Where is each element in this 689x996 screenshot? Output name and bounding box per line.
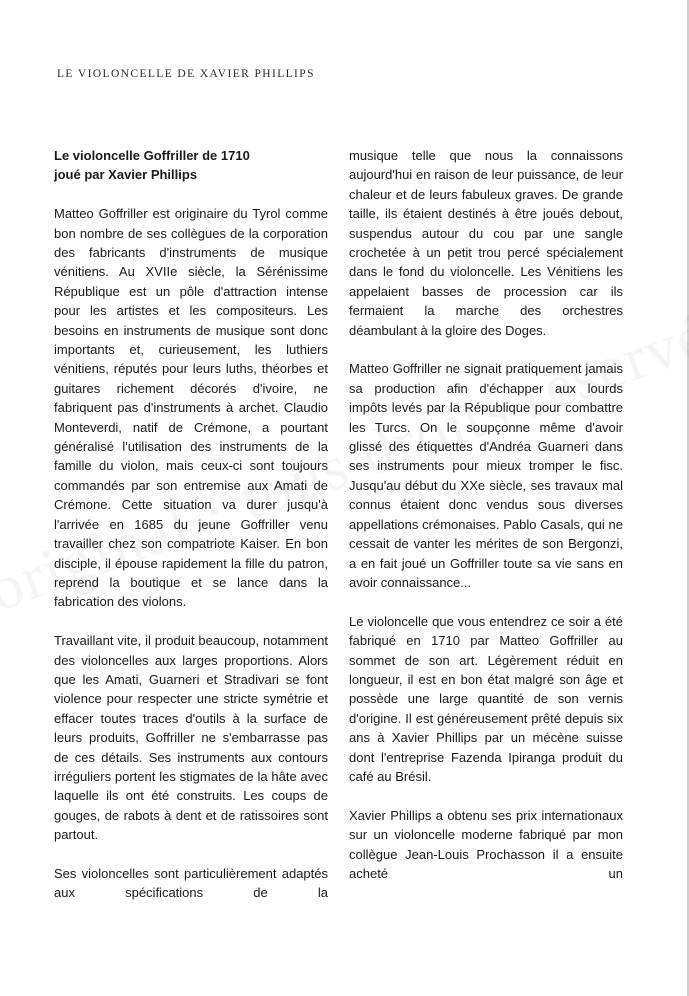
right-column <box>349 146 623 903</box>
paragraph-workmanship: Travaillant vite, il produit beaucoup, notamment des violoncelles aux larges proportions. Alors que les Amati, Guarneri et Stradivari se font violence pour respecter une stricte symétrie et effacer toutes traces d'outils à la surface de leurs produits, Goffriller ne s'embarrasse pas de ces détails. Ses instruments aux contours irréguliers portent les stigmates de la hâte avec laquelle ils ont été construits. Les coups de gouges, de rabots à dent et de ratissoires sont partout. <box>54 633 328 843</box>
paragraph-signatures: Matteo Goffriller ne signait pratiquement jamais sa production afin d'échapper aux lourds impôts levés par la République pour combattre les Turcs. On le soupçonne même d'avoir glissé des étiquettes d'Andréa Guarneri dans ses instruments pour mieux tromper le fisc. Jusqu'au début du XXe siècle, ses travaux mal connus étaient donc vendus sous diverses appellations crémonaises. Pablo Casals, qui ne cessait de vanter les mérites de son Bergonzi, a en fait joué un Goffriller toute sa vie sans en avoir connaissance... <box>349 361 623 590</box>
paragraph-prizes: Xavier Phillips a obtenu ses prix internationaux sur un violoncelle moderne fabriqué par mon collègue Jean-Louis Prochasson il a ensuite acheté un <box>349 807 623 881</box>
paragraph-cellos-start: Ses violoncelles sont particulièrement adaptés aux spécifications de la <box>54 865 328 901</box>
heading-line-1: Le violoncelle Goffriller de 1710 <box>54 148 250 163</box>
paragraph-instrument: Le violoncelle que vous entendrez ce soir a été fabriqué en 1710 par Matteo Goffriller au sommet de son art. Légèrement réduit en longueur, il est en bon état malgré son âge et possède une large quantité de son vernis d'origine. Il est généreusement prêté depuis six ans à Xavier Phillips par un mécène suisse dont l'entreprise Fazenda Ipiranga produit du café au Brésil. <box>349 613 623 784</box>
left-column <box>54 146 328 922</box>
article-heading <box>54 146 328 185</box>
paragraph-origins: Matteo Goffriller est originaire du Tyrol comme bon nombre de ses collègues de la corporation des fabricants d'instruments de musique vénitiens. Au XVIIe siècle, la Sérénissime République est un pôle d'attraction intense pour les artistes et les compositeurs. Les besoins en instruments de musique sont donc importants et, curieusement, les luthiers vénitiens, réputés pour leurs luths, théorbes et guitares richement décorés d'ivoire, ne fabriquent pas d'instruments à archet. Claudio Monteverdi, natif de Crémone, a pourtant généralisé l'utilisation des instruments de la famille du violon, mais ceux-ci sont toujours commandés par son entremise aux Amati de Crémone. Cette situation va durer jusqu'à l'arrivée en 1685 du jeune Goffriller venu travailler chez son compatriote Kaiser. En bon disciple, il épouse rapidement la fille du patron, reprend la boutique et se lance dans la fabrication des violons. <box>54 206 328 610</box>
heading-line-2: joué par Xavier Phillips <box>54 167 198 183</box>
running-head: LE VIOLONCELLE DE XAVIER PHILLIPS <box>57 68 315 80</box>
paragraph-cellos-continued: musique telle que nous la connaissons aujourd'hui en raison de leur puissance, de leur chaleur et de leurs fabuleux graves. De grande taille, ils étaient destinés à être joués debout, suspendus autour du cou par une sangle crochetée à un petit trou percé spécialement dans le fond du violoncelle. Les Vénitiens les appelaient basses de procession car ils fermaient la marche des orchestres déambulant à la gloire des Doges. <box>349 148 623 338</box>
